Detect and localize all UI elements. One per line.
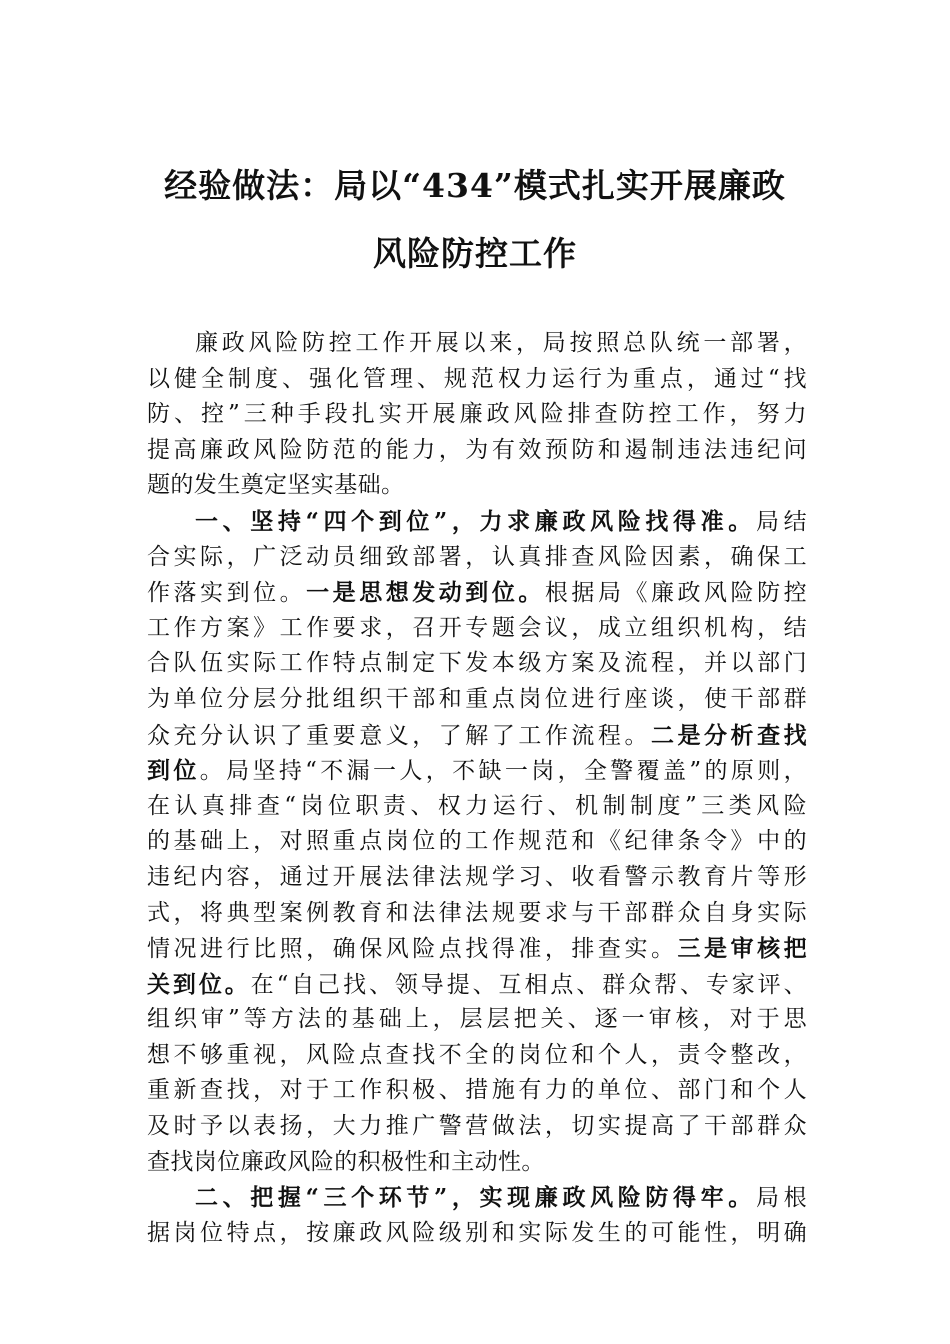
body-line	[147, 860, 807, 896]
body-line	[147, 397, 807, 433]
text-segment: 工作方案》工作要求，召开专题会议，成立组织机构，结	[147, 614, 807, 641]
document-title-line-2: 风险防控工作	[373, 234, 577, 273]
text-segment: 据岗位特点，按廉政风险级别和实际发生的可能性，明确	[147, 1219, 807, 1246]
document-title-line-1: 经验做法：局以“434”模式扎实开展廉政	[164, 166, 786, 205]
bold-text-segment: 一是思想发动到位。	[306, 579, 545, 607]
body-line	[147, 682, 807, 718]
document-body	[147, 326, 807, 1251]
bold-text-segment: 到位	[147, 757, 200, 785]
body-line	[147, 1180, 807, 1216]
text-segment: 以健全制度、强化管理、规范权力运行为重点，通过“找	[147, 365, 807, 392]
body-line	[147, 575, 807, 611]
body-line	[147, 967, 807, 1003]
text-segment: 防、控”三种手段扎实开展廉政风险排查防控工作，努力	[147, 401, 807, 428]
text-segment: 根据局《廉政风险防控	[544, 580, 808, 607]
body-line	[147, 718, 807, 754]
text-segment: 合队伍实际工作特点制定下发本级方案及流程，并以部门	[147, 650, 807, 677]
text-segment: 查找岗位廉政风险的积极性和主动性。	[147, 1148, 545, 1175]
text-segment: 重新查找，对于工作积极、措施有力的单位、部门和个人	[147, 1077, 807, 1104]
text-segment: 想不够重视，风险点查找不全的岗位和个人，责令整改，	[147, 1041, 807, 1068]
body-line	[147, 824, 807, 860]
body-line	[147, 1073, 807, 1109]
text-segment: 式，将典型案例教育和法律法规要求与干部群众自身实际	[147, 899, 807, 926]
text-segment: 廉政风险防控工作开展以来，局按照总队统一部署，	[195, 330, 807, 356]
text-segment: 。局坚持“不漏一人，不缺一岗，全警覆盖”的原则，	[199, 758, 807, 785]
body-line	[147, 1109, 807, 1145]
body-line	[147, 753, 807, 789]
body-line	[147, 1216, 807, 1252]
body-line	[147, 540, 807, 576]
body-line	[147, 362, 807, 398]
bold-text-segment: 一、坚持“四个到位”，力求廉政风险找得准。	[195, 507, 756, 535]
body-line	[147, 433, 807, 469]
text-segment: 众充分认识了重要意义，了解了工作流程。	[147, 722, 651, 749]
text-segment: 合实际，广泛动员细致部署，认真排查风险因素，确保工	[147, 543, 807, 570]
text-segment: 为单位分层分批组织干部和重点岗位进行座谈，使干部群	[147, 685, 807, 712]
body-line	[147, 896, 807, 932]
body-line	[147, 931, 807, 967]
body-line	[147, 468, 807, 504]
text-segment: 及时予以表扬，大力推广警营做法，切实提高了干部群众	[147, 1113, 807, 1140]
body-line	[147, 1002, 807, 1038]
text-segment: 在“自己找、领导提、互相点、群众帮、专家评、	[250, 971, 807, 998]
bold-text-segment: 二、把握“三个环节”，实现廉政风险防得牢。	[195, 1184, 756, 1212]
bold-text-segment: 关到位。	[147, 970, 251, 998]
text-segment: 组织审”等方法的基础上，层层把关、逐一审核，对于思	[147, 1006, 807, 1033]
text-segment: 违纪内容，通过开展法律法规学习、收看警示教育片等形	[147, 863, 807, 890]
bold-text-segment: 三是审核把	[677, 935, 807, 963]
bold-text-segment: 二是分析查找	[650, 721, 807, 749]
text-segment: 在认真排查“岗位职责、权力运行、机制制度”三类风险	[147, 792, 807, 819]
text-segment: 提高廉政风险防范的能力，为有效预防和遏制违法违纪问	[147, 436, 807, 463]
text-segment: 的基础上，对照重点岗位的工作规范和《纪律条令》中的	[147, 828, 807, 855]
text-segment: 作落实到位。	[147, 580, 307, 607]
body-line	[147, 789, 807, 825]
body-line	[147, 646, 807, 682]
text-segment: 情况进行比照，确保风险点找得准，排查实。	[147, 936, 678, 963]
body-line	[147, 1038, 807, 1074]
text-segment: 局结	[755, 508, 807, 535]
text-segment: 题的发生奠定坚实基础。	[147, 472, 405, 499]
body-line	[147, 326, 807, 362]
text-segment: 局根	[755, 1185, 807, 1212]
body-line	[147, 504, 807, 540]
body-line	[147, 1145, 807, 1181]
body-line	[147, 611, 807, 647]
